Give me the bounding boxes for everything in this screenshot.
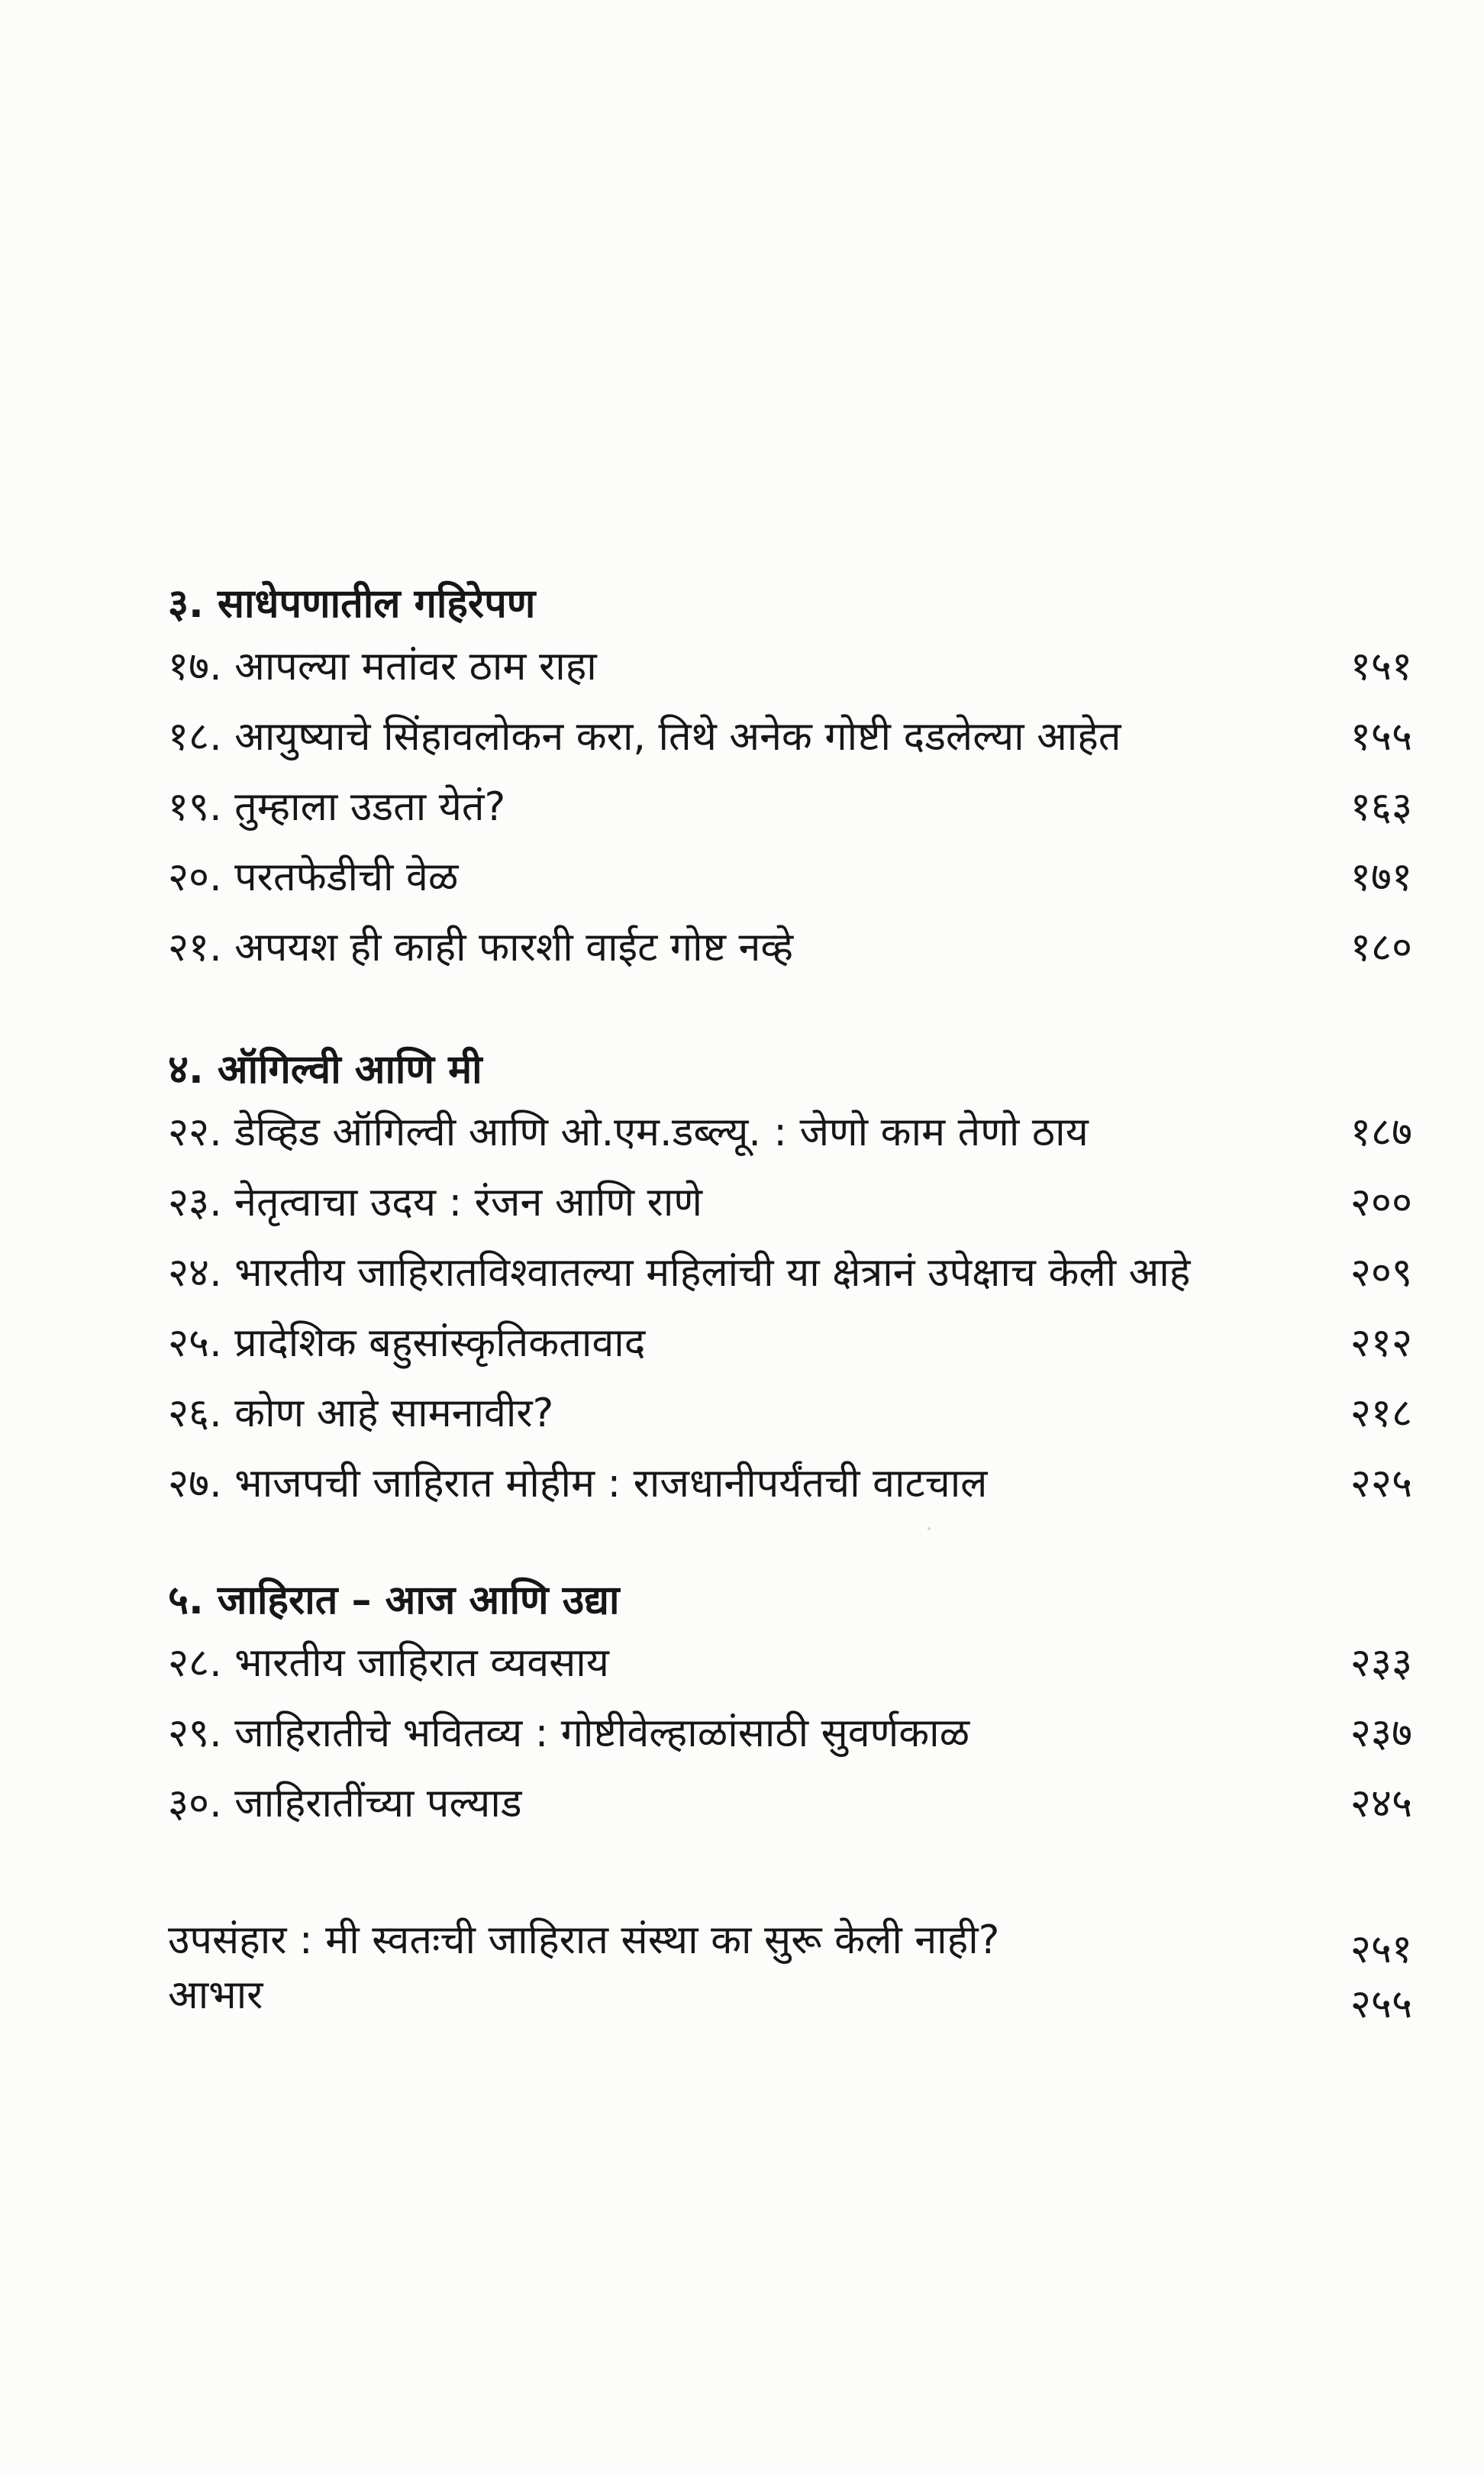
entry-title: २७. भाजपची जाहिरात मोहीम : राजधानीपर्यंतची वाटचाल bbox=[168, 1461, 988, 1507]
entry-page-number: २३३ bbox=[1350, 1640, 1412, 1686]
entry-title: आभार bbox=[168, 1972, 263, 2018]
toc-entry bbox=[168, 1628, 1412, 1698]
entry-page-number: २०० bbox=[1350, 1180, 1412, 1226]
entry-title: २९. जाहिरातीचे भवितव्य : गोष्टीवेल्हाळांसाठी सुवर्णकाळ bbox=[168, 1710, 970, 1756]
toc-entry bbox=[168, 842, 1412, 912]
entry-page-number: १८७ bbox=[1350, 1109, 1412, 1155]
entry-title: १८. आयुष्याचे सिंहावलोकन करा, तिथे अनेक गोष्टी दडलेल्या आहेत bbox=[168, 714, 1121, 760]
entry-title: २६. कोण आहे सामनावीर? bbox=[168, 1390, 554, 1436]
section-4 bbox=[168, 1042, 1412, 1519]
toc-entry bbox=[168, 1698, 1412, 1768]
toc-entry bbox=[168, 1378, 1412, 1449]
entry-title: उपसंहार : मी स्वतःची जाहिरात संस्था का सुरू केली नाही? bbox=[168, 1917, 1000, 1963]
entry-title: २५. प्रादेशिक बहुसांस्कृतिकतावाद bbox=[168, 1320, 646, 1366]
toc-entry bbox=[168, 702, 1412, 772]
entry-title: २१. अपयश ही काही फारशी वाईट गोष्ट नव्हे bbox=[168, 925, 794, 971]
toc-entry bbox=[168, 631, 1412, 702]
entry-title: १७. आपल्या मतांवर ठाम राहा bbox=[168, 644, 597, 690]
section-3 bbox=[168, 577, 1412, 983]
entry-page-number: २१८ bbox=[1350, 1390, 1412, 1436]
toc-entry bbox=[168, 1308, 1412, 1378]
toc-entry-acknowledgements bbox=[168, 1968, 1412, 2027]
entry-title: १९. तुम्हाला उडता येतं? bbox=[168, 784, 506, 830]
section-heading: ३. साधेपणातील गहिरेपण bbox=[168, 581, 536, 627]
entry-title: २३. नेतृत्वाचा उदय : रंजन आणि राणे bbox=[168, 1180, 702, 1226]
entry-title: ३०. जाहिरातींच्या पल्याड bbox=[168, 1781, 522, 1826]
paper-speck bbox=[928, 1527, 931, 1530]
section-heading: ५. जाहिरात – आज आणि उद्या bbox=[168, 1578, 620, 1623]
entry-page-number: २१२ bbox=[1350, 1320, 1412, 1366]
toc-entry bbox=[168, 1097, 1412, 1168]
entry-page-number: २२५ bbox=[1350, 1461, 1412, 1507]
entry-title: २०. परतफेडीची वेळ bbox=[168, 854, 459, 900]
section-5 bbox=[168, 1573, 1412, 1839]
toc-entry bbox=[168, 1449, 1412, 1519]
toc-entry-epilogue bbox=[168, 1913, 1412, 1972]
entry-page-number: २४५ bbox=[1350, 1781, 1412, 1826]
entry-title: २४. भारतीय जाहिरातविश्वातल्या महिलांची या क्षेत्रानं उपेक्षाच केली आहे bbox=[168, 1250, 1191, 1296]
entry-page-number: २०९ bbox=[1350, 1250, 1412, 1296]
entry-page-number: १७१ bbox=[1350, 854, 1412, 900]
toc-entry bbox=[168, 772, 1412, 842]
entry-title: २८. भारतीय जाहिरात व्यवसाय bbox=[168, 1640, 609, 1686]
toc-entry bbox=[168, 1768, 1412, 1839]
entry-page-number: २५५ bbox=[1350, 1981, 1412, 2027]
toc-entry bbox=[168, 1168, 1412, 1238]
entry-page-number: २३७ bbox=[1350, 1710, 1412, 1756]
toc-entry bbox=[168, 1238, 1412, 1308]
entry-page-number: १८० bbox=[1350, 925, 1412, 971]
entry-title: २२. डेव्हिड ऑगिल्वी आणि ओ.एम.डब्ल्यू. : जेणो काम तेणो ठाय bbox=[168, 1109, 1089, 1155]
entry-page-number: १५५ bbox=[1350, 714, 1412, 760]
entry-page-number: २५१ bbox=[1350, 1927, 1412, 1972]
entry-page-number: १५१ bbox=[1350, 644, 1412, 690]
section-heading: ४. ऑगिल्वी आणि मी bbox=[168, 1047, 482, 1093]
entry-page-number: १६३ bbox=[1350, 784, 1412, 830]
back-matter bbox=[168, 1913, 1412, 2027]
toc-entry bbox=[168, 912, 1412, 983]
